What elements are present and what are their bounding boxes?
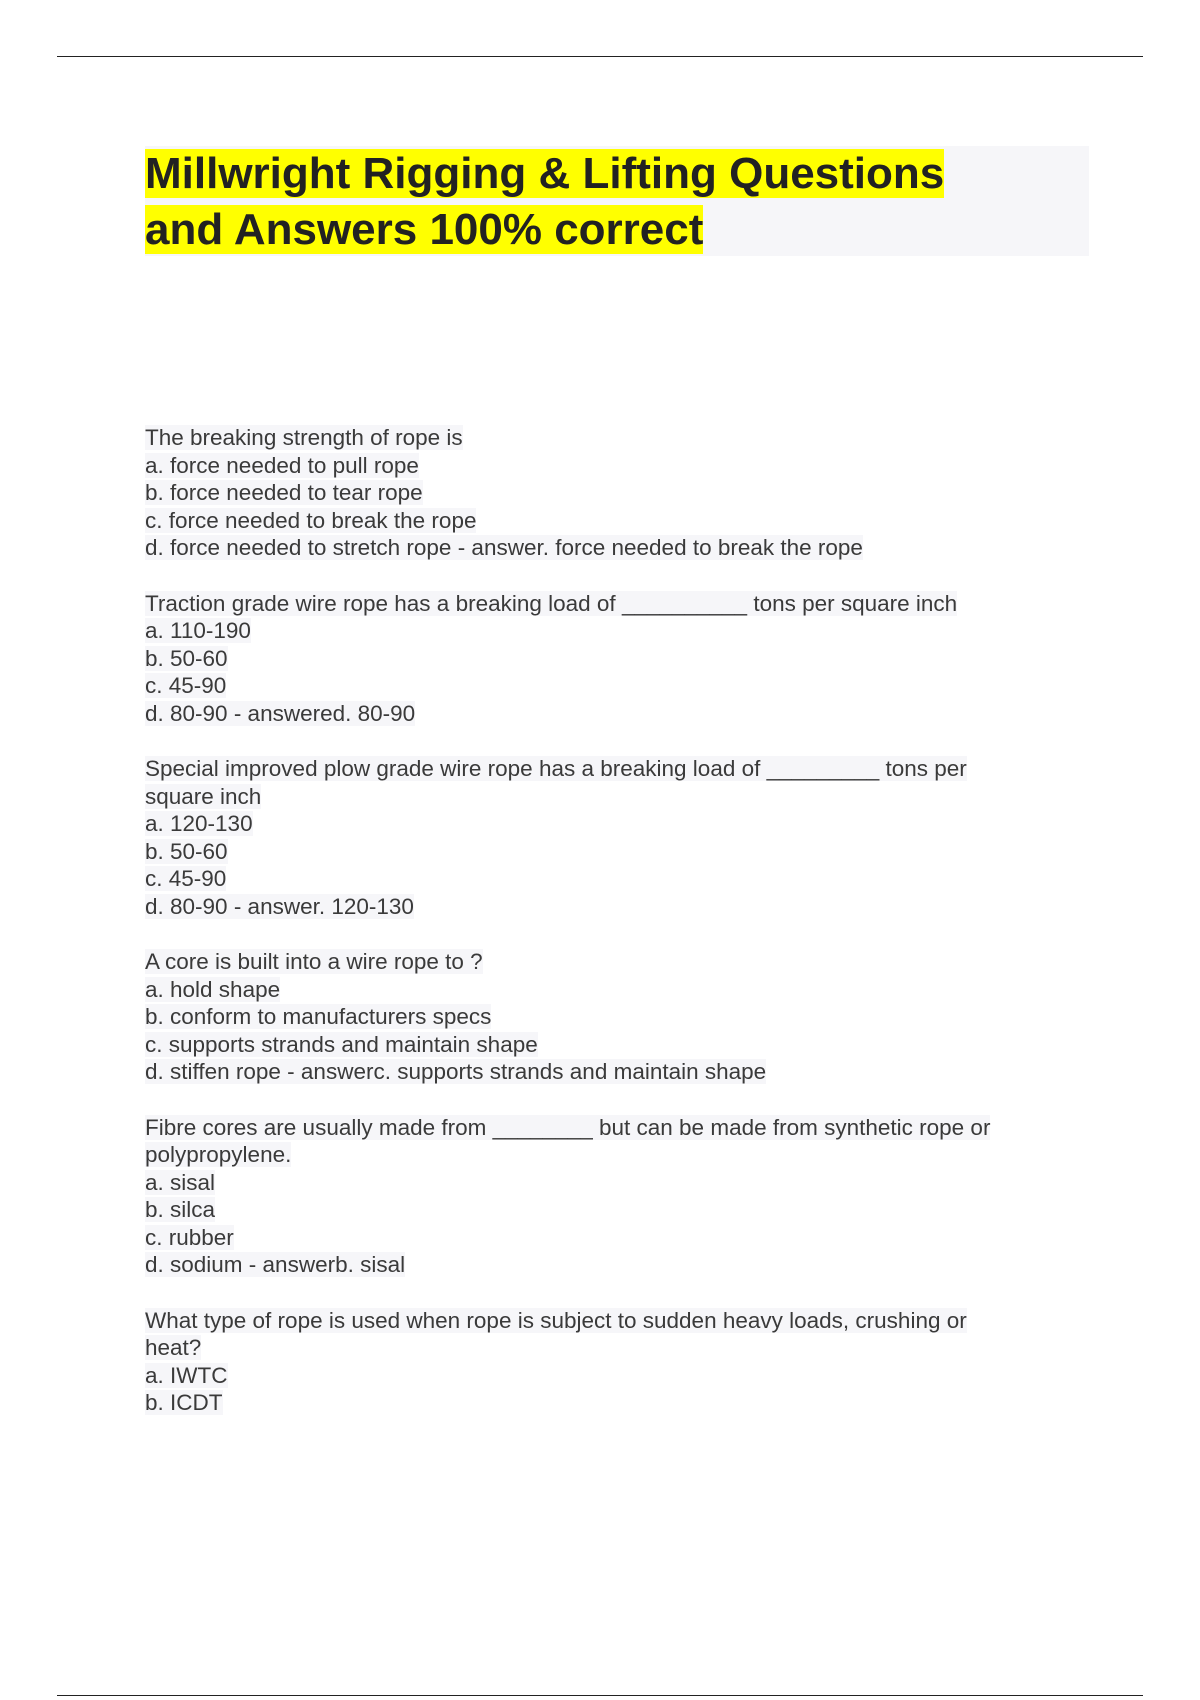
question-1-line-5: d. force needed to stretch rope - answer. force needed to break the rope <box>145 535 863 560</box>
page-top-rule <box>57 56 1143 57</box>
question-1-line-3: b. force needed to tear rope <box>145 480 423 505</box>
question-1-line-2: a. force needed to pull rope <box>145 452 419 478</box>
question-4-line-1: A core is built into a wire rope to ? <box>145 949 483 974</box>
document-title <box>145 146 1089 258</box>
question-5-line-1: Fibre cores are usually made from ________ but can be made from synthetic rope or <box>145 1114 991 1140</box>
question-3-line-1: Special improved plow grade wire rope has a breaking load of _________ tons per <box>145 756 967 781</box>
question-2-line-1: Traction grade wire rope has a breaking load of __________ tons per square inch <box>145 590 958 616</box>
question-1 <box>145 424 1085 562</box>
question-5-line-3: a. sisal <box>145 1169 216 1195</box>
question-6 <box>145 1307 1085 1417</box>
question-5-line-2: polypropylene. <box>145 1142 292 1167</box>
question-6-line-4: b. ICDT <box>145 1390 223 1415</box>
title-block <box>145 146 1089 256</box>
question-5-line-5: c. rubber <box>145 1224 234 1250</box>
question-4-line-4: c. supports strands and maintain shape <box>145 1031 538 1057</box>
question-5 <box>145 1114 1085 1279</box>
question-3-line-4: b. 50-60 <box>145 838 228 864</box>
question-3-line-6: d. 80-90 - answer. 120-130 <box>145 893 414 919</box>
question-3-line-2: square inch <box>145 783 262 809</box>
question-4-line-2: a. hold shape <box>145 976 281 1002</box>
question-6-line-2: heat? <box>145 1335 202 1360</box>
question-2-line-4: c. 45-90 <box>145 673 227 698</box>
title-line-2: and Answers 100% correct <box>145 205 704 254</box>
question-2-line-3: b. 50-60 <box>145 645 228 671</box>
question-5-line-4: b. silca <box>145 1197 216 1222</box>
question-4-line-5: d. stiffen rope - answerc. supports strands and maintain shape <box>145 1059 767 1084</box>
questions-list <box>145 424 1085 1445</box>
title-line-1: Millwright Rigging & Lifting Questions <box>145 149 945 198</box>
question-3 <box>145 755 1085 920</box>
question-6-line-3: a. IWTC <box>145 1362 228 1388</box>
question-5-line-6: d. sodium - answerb. sisal <box>145 1252 406 1277</box>
question-1-line-1: The breaking strength of rope is <box>145 425 463 450</box>
question-2 <box>145 590 1085 728</box>
question-3-line-3: a. 120-130 <box>145 811 253 836</box>
question-1-line-4: c. force needed to break the rope <box>145 507 477 533</box>
question-4-line-3: b. conform to manufacturers specs <box>145 1004 492 1029</box>
question-4 <box>145 948 1085 1086</box>
question-2-line-5: d. 80-90 - answered. 80-90 <box>145 700 416 726</box>
question-3-line-5: c. 45-90 <box>145 866 227 891</box>
question-6-line-1: What type of rope is used when rope is subject to sudden heavy loads, crushing or <box>145 1307 967 1333</box>
page-bottom-rule <box>57 1695 1143 1696</box>
question-2-line-2: a. 110-190 <box>145 618 251 643</box>
